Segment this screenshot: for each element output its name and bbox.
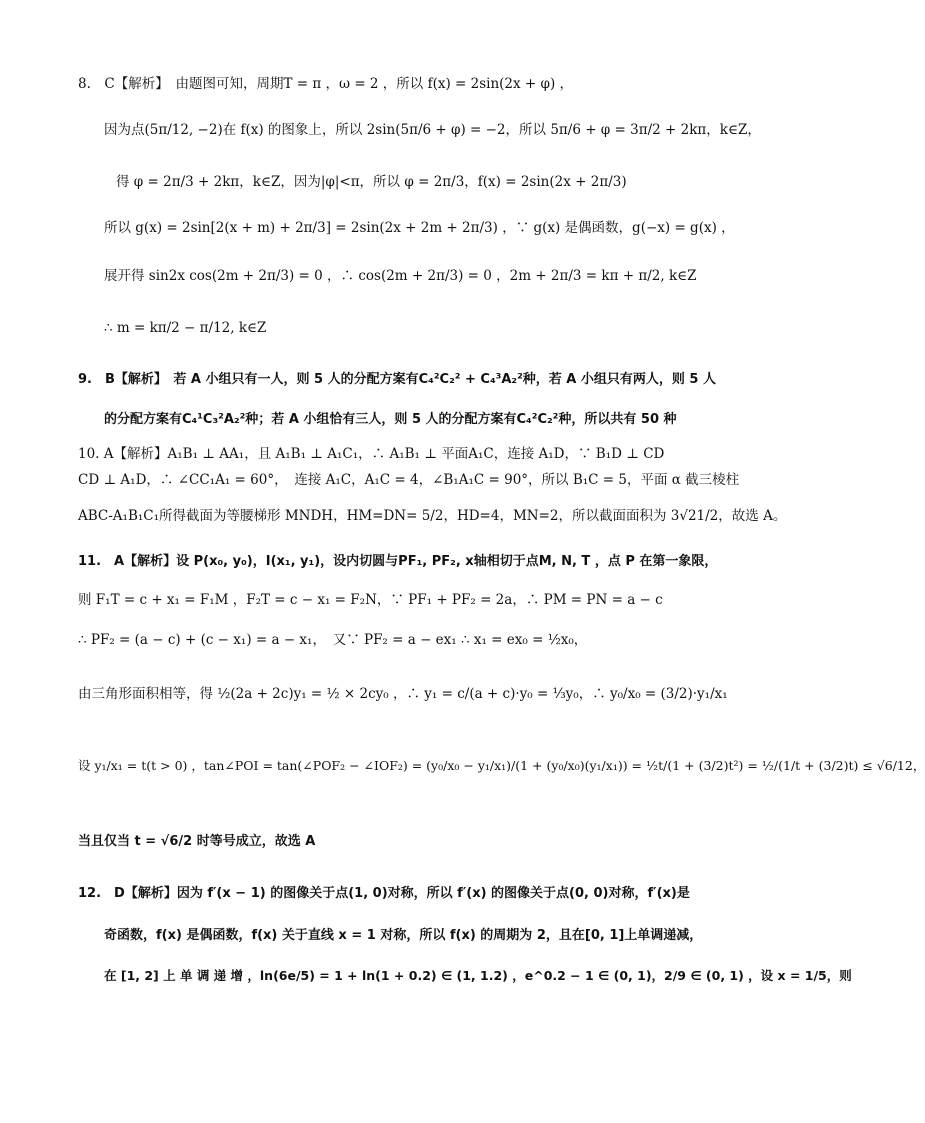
q11-line-6: 当且仅当 t = √6/2 时等号成立，故选 A	[78, 834, 316, 849]
q12-line-3: 在 [1, 2] 上 单 调 递 增 ，ln(6e/5) = 1 + ln(1 + 0.2) ∈ (1, 1.2) ，e^0.2 − 1 ∈ (0, 1)，2/9 ∈ (0, 1) ，设 x = 1/5，则	[104, 968, 852, 983]
q8-line-1: 8. C【解析】 由题图可知，周期T = π ，ω = 2 ，所以 f(x) = 2sin(2x + φ) ，	[78, 76, 574, 92]
q8-line-5: 展开得 sin2x cos(2m + 2π/3) = 0 ，∴ cos(2m + 2π/3) = 0 ，2m + 2π/3 = kπ + π/2, k∈Z	[104, 268, 697, 284]
q12-line-2: 奇函数，f(x) 是偶函数，f(x) 关于直线 x = 1 对称，所以 f(x) 的周期为 2，且在[0, 1]上单调递减，	[104, 928, 703, 943]
q11-line-5: 设 y₁/x₁ = t(t > 0) ，tan∠POI = tan(∠POF₂ − ∠IOF₂) = (y₀/x₀ − y₁/x₁)/(1 + (y₀/x₀)(y₁/x₁)) = ½t/(1 + (3/2)t²) = ½/(1/t + (3/2)t) ≤ √6/12，	[78, 758, 925, 773]
q11-line-4: 由三角形面积相等，得 ½(2a + 2c)y₁ = ½ × 2cy₀ ，∴ y₁ = c/(a + c)·y₀ = ⅓y₀，∴ y₀/x₀ = (3/2)·y₁/x₁	[78, 686, 728, 702]
q11-line-2: 则 F₁T = c + x₁ = F₁M ，F₂T = c − x₁ = F₂N，∵ PF₁ + PF₂ = 2a，∴ PM = PN = a − c	[78, 592, 663, 608]
q8-line-6: ∴ m = kπ/2 − π/12, k∈Z	[104, 320, 267, 336]
q8-line-3: 得 φ = 2π/3 + 2kπ，k∈Z，因为|φ|<π，所以 φ = 2π/3，f(x) = 2sin(2x + 2π/3)	[116, 174, 627, 190]
q11-line-1: 11. A【解析】设 P(x₀, y₀)，I(x₁, y₁)，设内切圆与PF₁, PF₂, x轴相切于点M, N, T ，点 P 在第一象限，	[78, 554, 718, 569]
q8-line-4: 所以 g(x) = 2sin[2(x + m) + 2π/3] = 2sin(2x + 2m + 2π/3) ，∵ g(x) 是偶函数，g(−x) = g(x) ，	[104, 220, 735, 236]
q9-line-1: 9. B【解析】 若 A 小组只有一人，则 5 人的分配方案有C₄²C₂² + C₄³A₂²种，若 A 小组只有两人，则 5 人	[78, 372, 716, 387]
q10-line-1: 10. A【解析】A₁B₁ ⊥ AA₁，且 A₁B₁ ⊥ A₁C₁，∴ A₁B₁ ⊥ 平面A₁C，连接 A₁D，∵ B₁D ⊥ CD	[78, 446, 665, 462]
q11-line-3: ∴ PF₂ = (a − c) + (c − x₁) = a − x₁， 又∵ PF₂ = a − ex₁ ∴ x₁ = ex₀ = ½x₀，	[78, 632, 588, 648]
q8-line-2: 因为点(5π/12, −2)在 f(x) 的图象上，所以 2sin(5π/6 + φ) = −2，所以 5π/6 + φ = 3π/2 + 2kπ，k∈Z，	[104, 122, 761, 138]
q10-line-3: ABC-A₁B₁C₁所得截面为等腰梯形 MNDH，HM=DN= 5/2，HD=4，MN=2，所以截面面积为 3√21/2，故选 A。	[78, 508, 787, 524]
q9-line-2: 的分配方案有C₄¹C₃²A₂²种；若 A 小组恰有三人，则 5 人的分配方案有C₄²C₂²种，所以共有 50 种	[104, 412, 677, 427]
q10-line-2: CD ⊥ A₁D，∴ ∠CC₁A₁ = 60°， 连接 A₁C，A₁C = 4，∠B₁A₁C = 90°，所以 B₁C = 5，平面 α 截三棱柱	[78, 472, 740, 488]
q12-line-1: 12. D【解析】因为 f′(x − 1) 的图像关于点(1, 0)对称，所以 f′(x) 的图像关于点(0, 0)对称，f′(x)是	[78, 886, 690, 901]
